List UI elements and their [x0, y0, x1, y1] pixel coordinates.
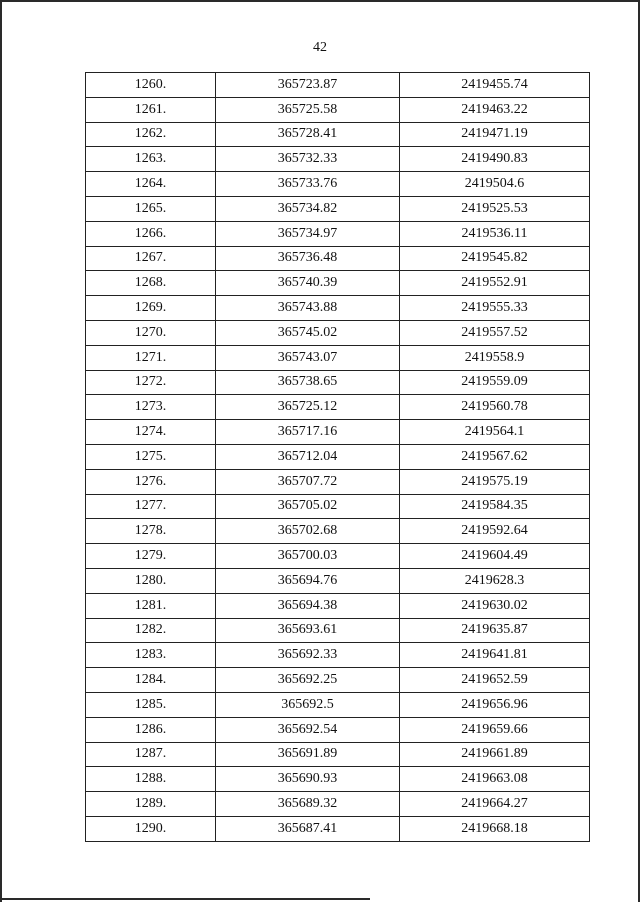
y-coordinate-cell: 2419592.64 [400, 519, 590, 544]
page-border-left [0, 0, 2, 902]
point-number-cell: 1272. [86, 370, 216, 395]
x-coordinate-cell: 365723.87 [216, 73, 400, 98]
table-row [86, 593, 590, 618]
table-row [86, 444, 590, 469]
point-number-cell: 1286. [86, 717, 216, 742]
point-number-cell: 1263. [86, 147, 216, 172]
table-row [86, 643, 590, 668]
table-row [86, 122, 590, 147]
x-coordinate-cell: 365728.41 [216, 122, 400, 147]
table-row [86, 494, 590, 519]
point-number-cell: 1287. [86, 742, 216, 767]
table-row [86, 717, 590, 742]
table-row [86, 296, 590, 321]
point-number-cell: 1268. [86, 271, 216, 296]
x-coordinate-cell: 365705.02 [216, 494, 400, 519]
y-coordinate-cell: 2419564.1 [400, 420, 590, 445]
point-number-cell: 1262. [86, 122, 216, 147]
x-coordinate-cell: 365732.33 [216, 147, 400, 172]
point-number-cell: 1280. [86, 568, 216, 593]
x-coordinate-cell: 365725.12 [216, 395, 400, 420]
table-row [86, 692, 590, 717]
table-row [86, 196, 590, 221]
point-number-cell: 1274. [86, 420, 216, 445]
point-number-cell: 1273. [86, 395, 216, 420]
coordinates-table [85, 72, 590, 842]
x-coordinate-cell: 365740.39 [216, 271, 400, 296]
x-coordinate-cell: 365692.54 [216, 717, 400, 742]
x-coordinate-cell: 365692.5 [216, 692, 400, 717]
table-row [86, 320, 590, 345]
point-number-cell: 1277. [86, 494, 216, 519]
point-number-cell: 1267. [86, 246, 216, 271]
page-border-top [0, 0, 640, 2]
y-coordinate-cell: 2419630.02 [400, 593, 590, 618]
x-coordinate-cell: 365692.33 [216, 643, 400, 668]
x-coordinate-cell: 365743.88 [216, 296, 400, 321]
x-coordinate-cell: 365734.97 [216, 221, 400, 246]
table-row [86, 73, 590, 98]
x-coordinate-cell: 365734.82 [216, 196, 400, 221]
table-row [86, 568, 590, 593]
x-coordinate-cell: 365743.07 [216, 345, 400, 370]
table-row [86, 792, 590, 817]
table-row [86, 345, 590, 370]
table-row [86, 147, 590, 172]
table-row [86, 519, 590, 544]
x-coordinate-cell: 365707.72 [216, 469, 400, 494]
x-coordinate-cell: 365690.93 [216, 767, 400, 792]
table-row [86, 469, 590, 494]
point-number-cell: 1279. [86, 544, 216, 569]
y-coordinate-cell: 2419504.6 [400, 172, 590, 197]
y-coordinate-cell: 2419663.08 [400, 767, 590, 792]
table-row [86, 668, 590, 693]
y-coordinate-cell: 2419575.19 [400, 469, 590, 494]
y-coordinate-cell: 2419604.49 [400, 544, 590, 569]
point-number-cell: 1265. [86, 196, 216, 221]
y-coordinate-cell: 2419463.22 [400, 97, 590, 122]
table-row [86, 395, 590, 420]
table-row [86, 271, 590, 296]
table-row [86, 221, 590, 246]
y-coordinate-cell: 2419628.3 [400, 568, 590, 593]
point-number-cell: 1282. [86, 618, 216, 643]
coordinates-table-body [86, 73, 590, 842]
point-number-cell: 1281. [86, 593, 216, 618]
table-row [86, 618, 590, 643]
point-number-cell: 1276. [86, 469, 216, 494]
point-number-cell: 1289. [86, 792, 216, 817]
point-number-cell: 1271. [86, 345, 216, 370]
y-coordinate-cell: 2419560.78 [400, 395, 590, 420]
point-number-cell: 1288. [86, 767, 216, 792]
point-number-cell: 1266. [86, 221, 216, 246]
y-coordinate-cell: 2419656.96 [400, 692, 590, 717]
y-coordinate-cell: 2419668.18 [400, 816, 590, 841]
x-coordinate-cell: 365745.02 [216, 320, 400, 345]
x-coordinate-cell: 365687.41 [216, 816, 400, 841]
point-number-cell: 1290. [86, 816, 216, 841]
point-number-cell: 1285. [86, 692, 216, 717]
y-coordinate-cell: 2419471.19 [400, 122, 590, 147]
x-coordinate-cell: 365700.03 [216, 544, 400, 569]
y-coordinate-cell: 2419664.27 [400, 792, 590, 817]
point-number-cell: 1269. [86, 296, 216, 321]
y-coordinate-cell: 2419652.59 [400, 668, 590, 693]
table-row [86, 767, 590, 792]
x-coordinate-cell: 365692.25 [216, 668, 400, 693]
table-row [86, 420, 590, 445]
x-coordinate-cell: 365725.58 [216, 97, 400, 122]
point-number-cell: 1260. [86, 73, 216, 98]
y-coordinate-cell: 2419545.82 [400, 246, 590, 271]
table-row [86, 370, 590, 395]
point-number-cell: 1264. [86, 172, 216, 197]
point-number-cell: 1284. [86, 668, 216, 693]
table-row [86, 97, 590, 122]
y-coordinate-cell: 2419584.35 [400, 494, 590, 519]
y-coordinate-cell: 2419661.89 [400, 742, 590, 767]
y-coordinate-cell: 2419559.09 [400, 370, 590, 395]
table-row [86, 544, 590, 569]
x-coordinate-cell: 365689.32 [216, 792, 400, 817]
y-coordinate-cell: 2419455.74 [400, 73, 590, 98]
x-coordinate-cell: 365738.65 [216, 370, 400, 395]
point-number-cell: 1261. [86, 97, 216, 122]
point-number-cell: 1270. [86, 320, 216, 345]
table-row [86, 172, 590, 197]
point-number-cell: 1275. [86, 444, 216, 469]
y-coordinate-cell: 2419557.52 [400, 320, 590, 345]
x-coordinate-cell: 365717.16 [216, 420, 400, 445]
table-row [86, 246, 590, 271]
x-coordinate-cell: 365733.76 [216, 172, 400, 197]
y-coordinate-cell: 2419641.81 [400, 643, 590, 668]
y-coordinate-cell: 2419635.87 [400, 618, 590, 643]
x-coordinate-cell: 365693.61 [216, 618, 400, 643]
y-coordinate-cell: 2419567.62 [400, 444, 590, 469]
x-coordinate-cell: 365694.38 [216, 593, 400, 618]
page-border-bottom [0, 898, 370, 900]
x-coordinate-cell: 365702.68 [216, 519, 400, 544]
table-row [86, 742, 590, 767]
point-number-cell: 1283. [86, 643, 216, 668]
x-coordinate-cell: 365736.48 [216, 246, 400, 271]
y-coordinate-cell: 2419555.33 [400, 296, 590, 321]
y-coordinate-cell: 2419525.53 [400, 196, 590, 221]
table-row [86, 816, 590, 841]
y-coordinate-cell: 2419558.9 [400, 345, 590, 370]
x-coordinate-cell: 365691.89 [216, 742, 400, 767]
x-coordinate-cell: 365712.04 [216, 444, 400, 469]
y-coordinate-cell: 2419552.91 [400, 271, 590, 296]
x-coordinate-cell: 365694.76 [216, 568, 400, 593]
point-number-cell: 1278. [86, 519, 216, 544]
page-number: 42 [313, 40, 327, 55]
y-coordinate-cell: 2419490.83 [400, 147, 590, 172]
y-coordinate-cell: 2419659.66 [400, 717, 590, 742]
y-coordinate-cell: 2419536.11 [400, 221, 590, 246]
